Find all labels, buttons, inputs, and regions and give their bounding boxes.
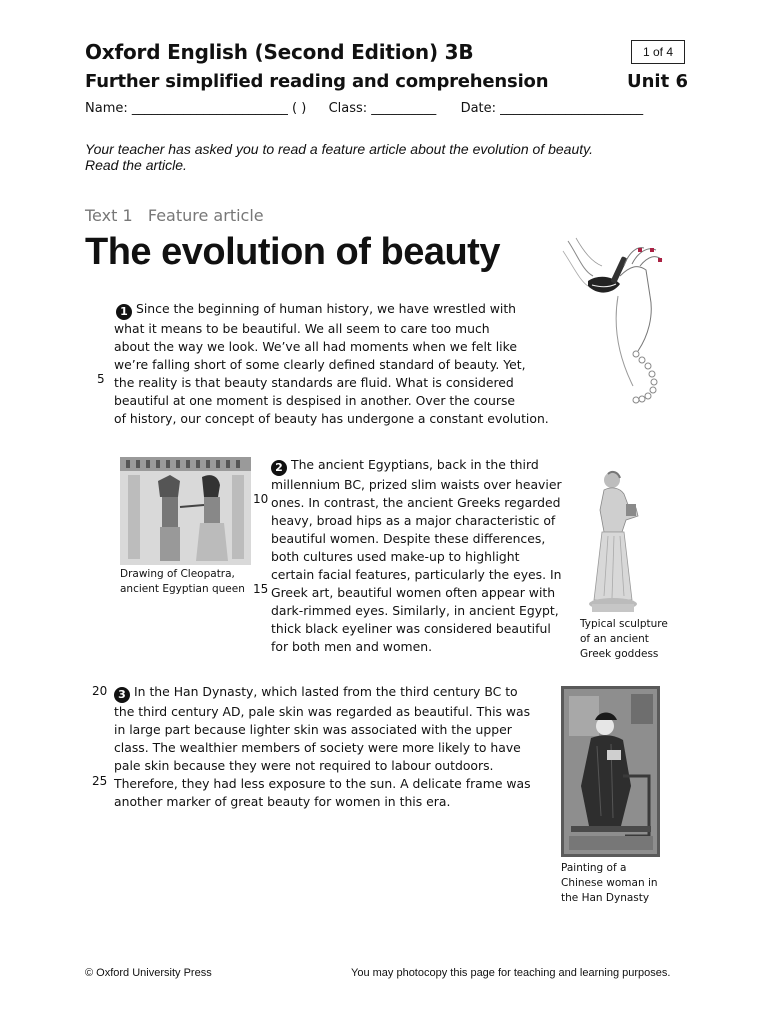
paragraph-line: certain facial features, particularly the eyes. In [271, 567, 562, 582]
paragraph-line: beautiful women. Despite these differences, [271, 531, 546, 546]
paragraph-line: 3 In the Han Dynasty, which lasted from the third century BC to [114, 683, 531, 703]
line-number: 15 [253, 582, 269, 596]
student-info-line [85, 101, 643, 116]
class-field[interactable]: Class: __________ [328, 101, 437, 116]
paragraph-1 [114, 300, 549, 428]
paragraph-line: Greek art, beautiful women often appear with [271, 585, 556, 600]
line-number: 10 [253, 492, 269, 506]
paragraph-line: pale skin because they were not required to labour outdoors. [114, 758, 494, 773]
article-title: The evolution of beauty [85, 231, 500, 273]
line-number: 20 [92, 684, 108, 698]
page-indicator: 1 of 4 [631, 40, 685, 64]
paragraph-line: of history, our concept of beauty has undergone a constant evolution. [114, 411, 549, 426]
paragraph-line: 2 The ancient Egyptians, back in the third [271, 456, 562, 476]
instructions [85, 141, 685, 173]
date-field[interactable]: Date: ______________________ [460, 101, 644, 116]
paragraph-line: for both men and women. [271, 639, 433, 654]
unit-label: Unit 6 [627, 71, 688, 92]
paragraph-number-badge: 3 [114, 687, 130, 703]
paragraph-line: about the way we look. We’ve all had moments when we felt like [114, 339, 517, 354]
book-title: Oxford English (Second Edition) 3B [85, 40, 474, 64]
paragraph-2 [271, 456, 562, 656]
paragraph-line: 1 Since the beginning of human history, we have wrestled with [114, 300, 549, 320]
paragraph-line: dark-rimmed eyes. Similarly, in ancient Egypt, [271, 603, 559, 618]
paragraph-line: millennium BC, prized slim waists over heavier [271, 477, 562, 492]
greek-goddess-caption: Typical sculpture of an ancient Greek goddess [580, 618, 668, 660]
cleopatra-caption: Drawing of Cleopatra, ancient Egyptian queen [120, 568, 245, 595]
paragraph-line: ones. In contrast, the ancient Greeks regarded [271, 495, 561, 510]
paragraph-3 [114, 683, 531, 811]
paragraph-line: Therefore, they had less exposure to the sun. A delicate frame was [114, 776, 531, 791]
han-dynasty-caption: Painting of a Chinese woman in the Han Dynasty [561, 862, 658, 904]
paragraph-number-badge: 2 [271, 460, 287, 476]
line-number: 5 [97, 372, 105, 386]
paragraph-line: we’re falling short of some clearly defined standard of beauty. Yet, [114, 357, 526, 372]
paragraph-line: thick black eyeliner was considered beautiful [271, 621, 551, 636]
paragraph-line: class. The wealthier members of society were more likely to have [114, 740, 521, 755]
paragraph-number-badge: 1 [116, 304, 132, 320]
paragraph-line: what it means to be beautiful. We all seem to care too much [114, 321, 490, 336]
paragraph-line: heavy, broad hips as a major characteristic of [271, 513, 556, 528]
lipstick-illustration [558, 236, 668, 411]
name-field[interactable]: Name: ________________________ ( ) [85, 101, 307, 116]
paragraph-line: beautiful at one moment is despised in another. Over the course [114, 393, 516, 408]
worksheet-subtitle: Further simplified reading and comprehension [85, 71, 549, 92]
paragraph-line: another marker of great beauty for women in this era. [114, 794, 451, 809]
paragraph-line: the reality is that beauty standards are fluid. What is considered [114, 375, 514, 390]
paragraph-line: the third century AD, pale skin was regarded as beautiful. This was [114, 704, 531, 719]
text-label: Text 1 Feature article [85, 206, 264, 225]
greek-goddess-sculpture [582, 470, 644, 615]
paragraph-line: in large part because lighter skin was associated with the upper [114, 722, 512, 737]
photocopy-notice: You may photocopy this page for teaching and learning purposes. [351, 967, 671, 979]
cleopatra-drawing [120, 457, 251, 565]
han-dynasty-painting [561, 686, 660, 857]
line-number: 25 [92, 774, 108, 788]
instructions-line: Read the article. [85, 157, 187, 173]
copyright-notice: © Oxford University Press [85, 967, 212, 979]
paragraph-line: both cultures used make-up to highlight [271, 549, 520, 564]
instructions-line: Your teacher has asked you to read a feature article about the evolution of beauty. [85, 141, 593, 157]
